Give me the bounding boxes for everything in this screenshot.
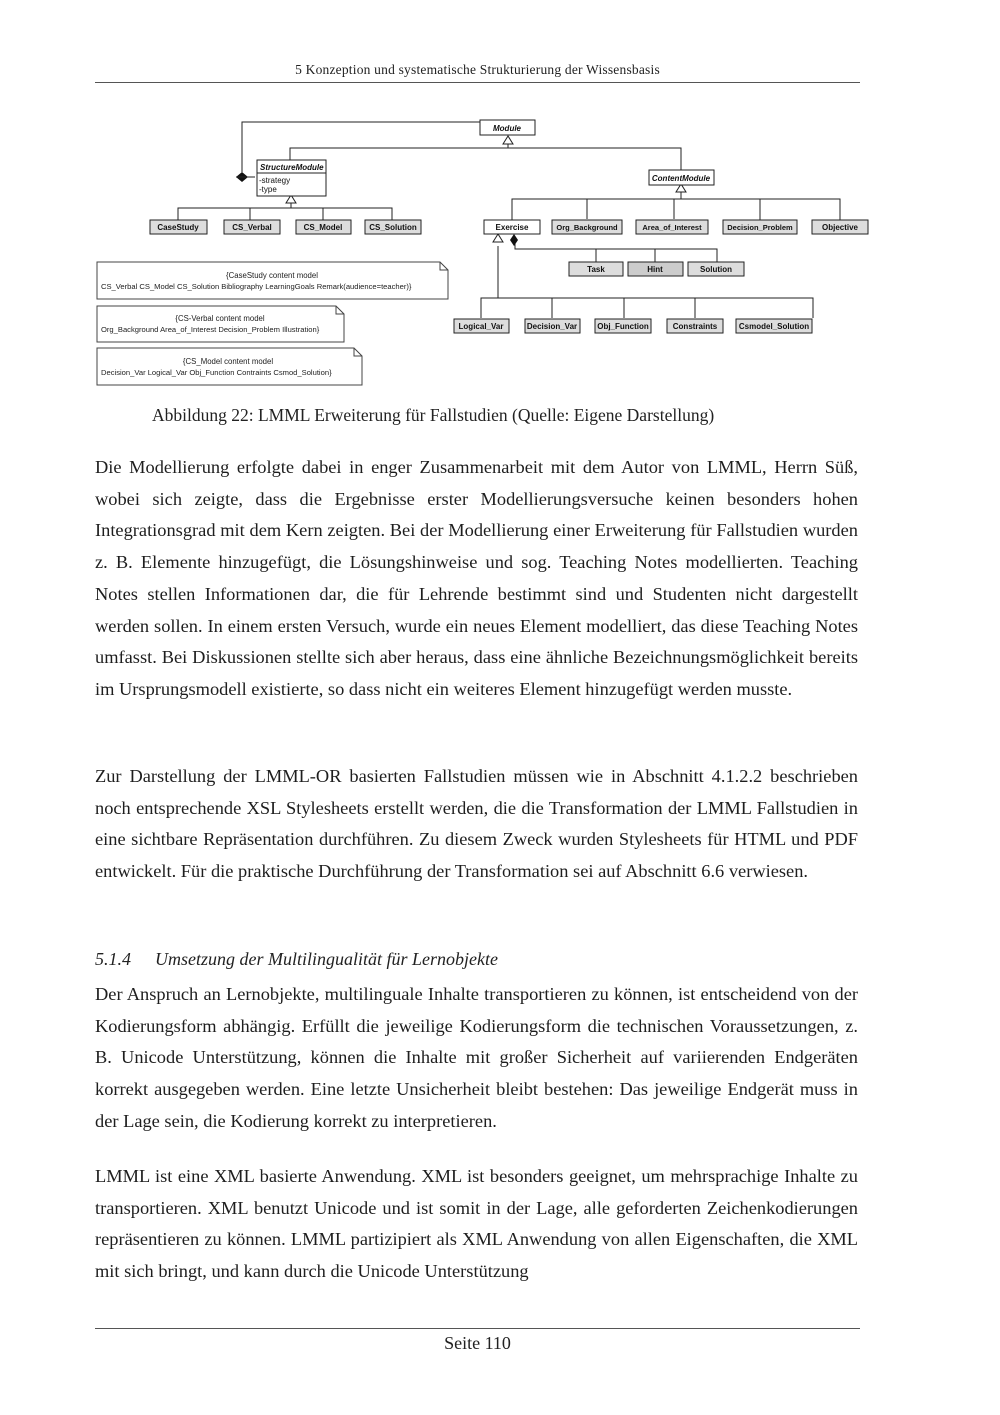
class-logical-var: Logical_Var — [458, 322, 504, 331]
class-exercise: Exercise — [495, 223, 529, 232]
note-cs-verbal-body: Org_Background Area_of_Interest Decision_Problem Illustration} — [101, 325, 320, 334]
paragraph-text: Zur Darstellung der LMML-OR basierten Fallstudien müssen wie in Abschnitt 4.1.2.2 beschrieben noch entsprechende XSL Stylesheets erstellt werden, die die Transformation der LMML Fallstudien in eine sichtbare Repräsentation durchführen. Zu diesem Zweck wurden Stylesheets für HTML und PDF entwickelt. Für die praktische Durchführung der Transformation sei auf Abschnitt 6.6 verwiesen. — [95, 766, 858, 882]
class-cs-model: CS_Model — [303, 223, 343, 232]
class-cs-verbal: CS_Verbal — [232, 223, 272, 232]
class-casestudy: CaseStudy — [157, 223, 199, 232]
module-class: Module — [493, 124, 521, 133]
paragraph-text: Der Anspruch an Lernobjekte, multilinguale Inhalte transportieren zu können, ist entscheidend von der Kodierungsform abhängig. Erfüllt die jeweilige Kodierungsform die technischen Voraussetzungen, z. B. Unicode Unterstützung, können die Inhalte mit großer Sicherheit auf variierenden Endgeräten korrekt ausgegeben werden. Eine letzte Unsicherheit bleibt bestehen: Das jeweilige Endgerät muss in der Lage sein, die Kodierung korrekt zu interpretieren. — [95, 984, 858, 1131]
paragraph-2 — [95, 761, 858, 888]
class-constraints: Constraints — [672, 322, 718, 331]
paragraph-1 — [95, 452, 858, 706]
class-decision-problem: Decision_Problem — [727, 223, 793, 232]
class-org-background: Org_Background — [556, 223, 618, 232]
section-title: Umsetzung der Multilingualität für Lernobjekte — [155, 949, 498, 969]
paragraph-text: LMML ist eine XML basierte Anwendung. XML ist besonders geeignet, um mehrsprachige Inhalte zu transportieren. XML benutzt Unicode und ist somit in der Lage, alle geforderten Zeichenkodierungen repräsentieren zu können. LMML partizipiert als XML Anwendung von allen Eigenschaften, die XML mit sich bringt, und kann durch die Unicode Unterstützung — [95, 1166, 858, 1282]
note-casestudy-body: CS_Verbal CS_Model CS_Solution Bibliography LearningGoals Remark(audience=teacher)} — [101, 282, 412, 291]
note-cs-verbal-title: {CS-Verbal content model — [175, 314, 265, 323]
uml-class-diagram — [90, 112, 880, 392]
running-header: 5 Konzeption und systematische Strukturierung der Wissensbasis — [295, 62, 660, 77]
class-obj-function: Obj_Function — [597, 322, 649, 331]
class-task: Task — [587, 265, 605, 274]
section-number: 5.1.4 — [95, 949, 131, 969]
attr-strategy: -strategy — [259, 176, 291, 185]
figure-caption: Abbildung 22: LMML Erweiterung für Fallstudien (Quelle: Eigene Darstellung) — [152, 405, 715, 425]
class-decision-var: Decision_Var — [526, 322, 578, 331]
paragraph-3 — [95, 979, 858, 1138]
content-module-class: ContentModule — [651, 174, 711, 183]
class-cs-solution: CS_Solution — [369, 223, 417, 232]
note-cs-model-body: Decision_Var Logical_Var Obj_Function Contraints Csmod_Solution} — [101, 368, 332, 377]
paragraph-text: Die Modellierung erfolgte dabei in enger Zusammenarbeit mit dem Autor von LMML, Herrn Süß, wobei sich zeigte, dass die Ergebnisse erster Modellierungsversuche keinen besonders hohen Integrationsgrad mit dem Kern zeigten. Bei der Modellierung einer Erweiterung für Fallstudien wurden z. B. Elemente hinzugefügt, die Lösungshinweise und sog. Teaching Notes modellierten. Teaching Notes stellen Informationen dar, die für Lehrende bestimmt sind und Studenten nicht dargestellt werden sollen. In einem ersten Versuch, wurde ein neues Element modelliert, das diese Teaching Notes umfasst. Bei Diskussionen stellte sich aber heraus, dass eine ähnliche Bezeichnungsmöglichkeit bereits im Ursprungsmodell existierte, so dass nicht ein weiteres Element hinzugefügt werden musste. — [95, 457, 858, 699]
footer-rule — [95, 1328, 860, 1329]
paragraph-4 — [95, 1161, 858, 1288]
class-hint: Hint — [647, 265, 663, 274]
class-csmodel-solution: Csmodel_Solution — [738, 322, 810, 331]
structure-module-class: StructureModule — [260, 163, 324, 172]
section-heading — [95, 949, 498, 970]
page-number: Seite 110 — [444, 1333, 511, 1353]
note-casestudy-title: {CaseStudy content model — [226, 271, 318, 280]
header-rule — [95, 82, 860, 83]
class-objective: Objective — [821, 223, 859, 232]
class-solution: Solution — [700, 265, 732, 274]
class-area-of-interest: Area_of_Interest — [642, 223, 702, 232]
note-cs-model-title: {CS_Model content model — [182, 357, 274, 366]
attr-type: -type — [259, 185, 277, 194]
